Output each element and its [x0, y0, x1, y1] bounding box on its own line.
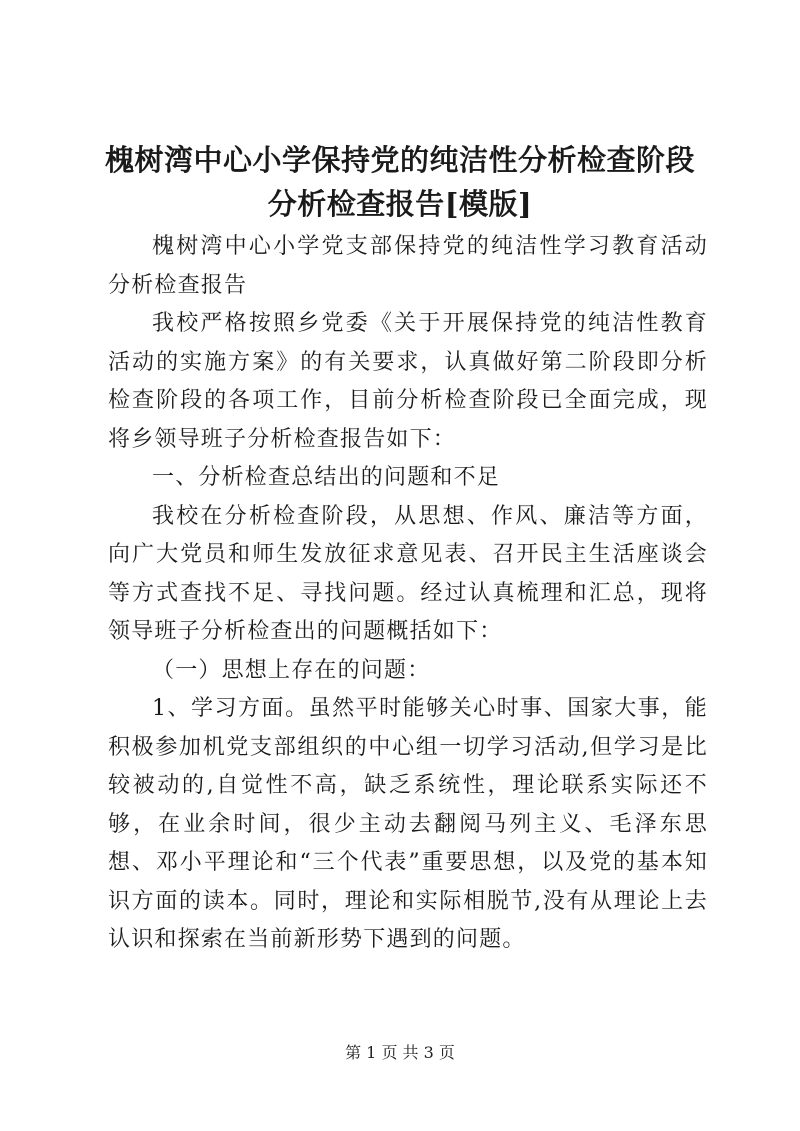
document-body [108, 228, 708, 960]
paragraph-intro: 我校严格按照乡党委《关于开展保持党的纯洁性教育活动的实施方案》的有关要求，认真做好第二阶段即分析检查阶段的各项工作，目前分析检查阶段已全面完成，现将乡领导班子分析检查报告如下： [108, 311, 708, 452]
paragraph-study: 1、学习方面。虽然平时能够关心时事、国家大事，能积极参加机党支部组织的中心组一切学习活动,但学习是比较被动的,自觉性不高，缺乏系统性，理论联系实际还不够，在业余时间，很少主动去翻阅马列主义、毛泽东思想、邓小平理论和“三个代表”重要思想，以及党的基本知识方面的读本。同时，理论和实际相脱节,没有从理论上去认识和探索在当前新形势下遇到的问题。 [108, 696, 708, 952]
paragraph-analysis: 我校在分析检查阶段，从思想、作风、廉洁等方面，向广大党员和师生发放征求意见表、召开民主生活座谈会等方式查找不足、寻找问题。经过认真梳理和汇总，现将领导班子分析检查出的问题概括如下： [108, 503, 708, 644]
section-heading-problems: 一、分析检查总结出的问题和不足 [152, 465, 501, 490]
subsection-heading-thought: （一）思想上存在的问题： [152, 657, 431, 683]
document-title [80, 138, 720, 226]
paragraph-subtitle: 槐树湾中心小学党支部保持党的纯洁性学习教育活动分析检查报告 [108, 234, 708, 298]
title-line-2: 分析检查报告[模版] [267, 187, 533, 221]
page-footer: 第 1 页 共 3 页 [345, 1043, 455, 1062]
title-line-1: 槐树湾中心小学保持党的纯洁性分析检查阶段 [104, 143, 695, 177]
